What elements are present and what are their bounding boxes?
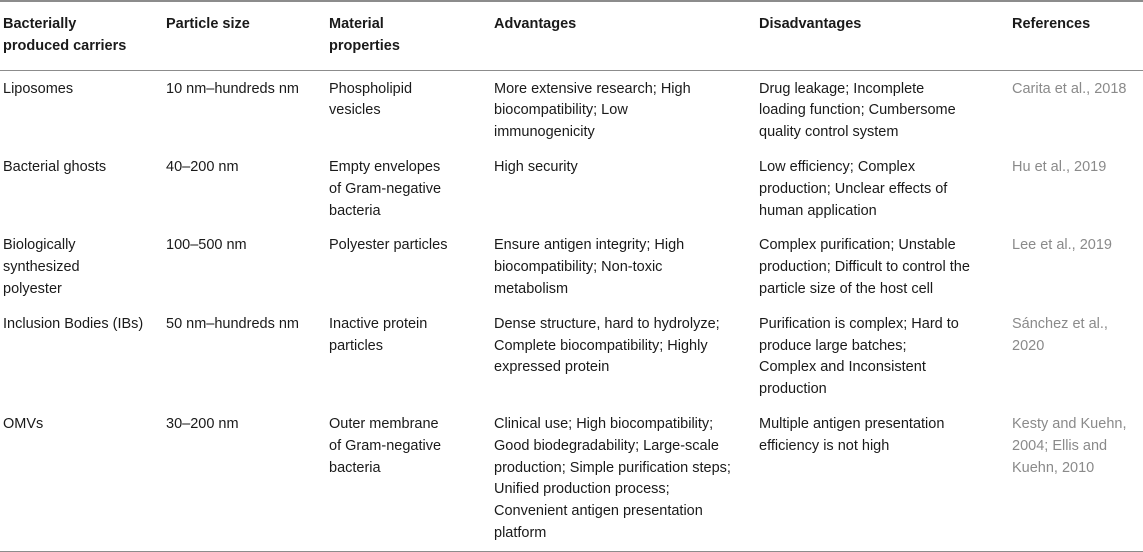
header-disadvantages: Disadvantages [759,1,1012,70]
cell-advantages: More extensive research; High biocompatibility; Low immunogenicity [494,80,691,141]
header-references: References [1012,1,1143,70]
cell-carrier: Bacterial ghosts [3,158,107,175]
cell-carrier: OMVs [0,406,166,551]
table-row [0,306,1143,406]
table-row [0,70,1143,149]
cell-material: Polyester particles [329,237,448,254]
cell-disadvantages: Purification is complex; Hard to produce large batches; Complex and Inconsistent production [759,315,959,398]
cell-material: Outer membrane of Gram-negative bacteria [329,406,494,551]
cell-particle-size: 30–200 nm [166,406,329,551]
header-advantages: Advantages [494,1,759,70]
cell-advantages: High security [494,158,578,175]
cell-references: Lee et al., 2019 [1012,237,1112,254]
table-row [0,227,1143,305]
header-row [0,1,1143,70]
cell-particle-size: 40–200 nm [166,158,239,175]
header-carrier: Bacterially produced carriers [0,1,166,70]
cell-advantages: Ensure antigen integrity; High biocompatibility; Non-toxic metabolism [494,237,685,297]
cell-references: Carita et al., 2018 [1012,80,1127,97]
cell-disadvantages: Complex purification; Unstable production; Difficult to control the particle size of the host cell [759,237,970,297]
cell-particle-size: 50 nm–hundreds nm [166,315,299,332]
cell-disadvantages: Drug leakage; Incomplete loading function; Cumbersome quality control system [759,80,956,141]
cell-material: Inactive protein particles [329,315,428,354]
cell-carrier: Liposomes [3,80,74,97]
cell-advantages: Dense structure, hard to hydrolyze; Complete biocompatibility; Highly expressed protein [494,315,720,376]
cell-particle-size: 100–500 nm [166,237,247,254]
cell-references: Kesty and Kuehn, 2004; Ellis and Kuehn, 2010 [1012,406,1143,551]
header-particle-size: Particle size [166,1,329,70]
table-row [0,149,1143,227]
cell-advantages: Clinical use; High biocompatibility; Good biodegradability; Large-scale production; Simple purification steps; Unified production process; Convenient antigen presentation platform [494,406,759,551]
cell-particle-size: 10 nm–hundreds nm [166,80,299,97]
header-material-properties: Material properties [329,1,494,70]
table-row [0,406,1143,551]
cell-references: Hu et al., 2019 [1012,158,1107,175]
cell-disadvantages: Low efficiency; Complex production; Unclear effects of human application [759,158,948,219]
cell-references: Sánchez et al., 2020 [1012,315,1108,354]
cell-carrier: Biologically synthesized polyester [3,237,80,297]
cell-material: Phospholipid vesicles [329,80,413,119]
cell-carrier: Inclusion Bodies (IBs) [3,315,144,332]
cell-disadvantages: Multiple antigen presentation efficiency is not high [759,406,1012,551]
cell-material: Empty envelopes of Gram-negative bacteria [329,158,442,219]
